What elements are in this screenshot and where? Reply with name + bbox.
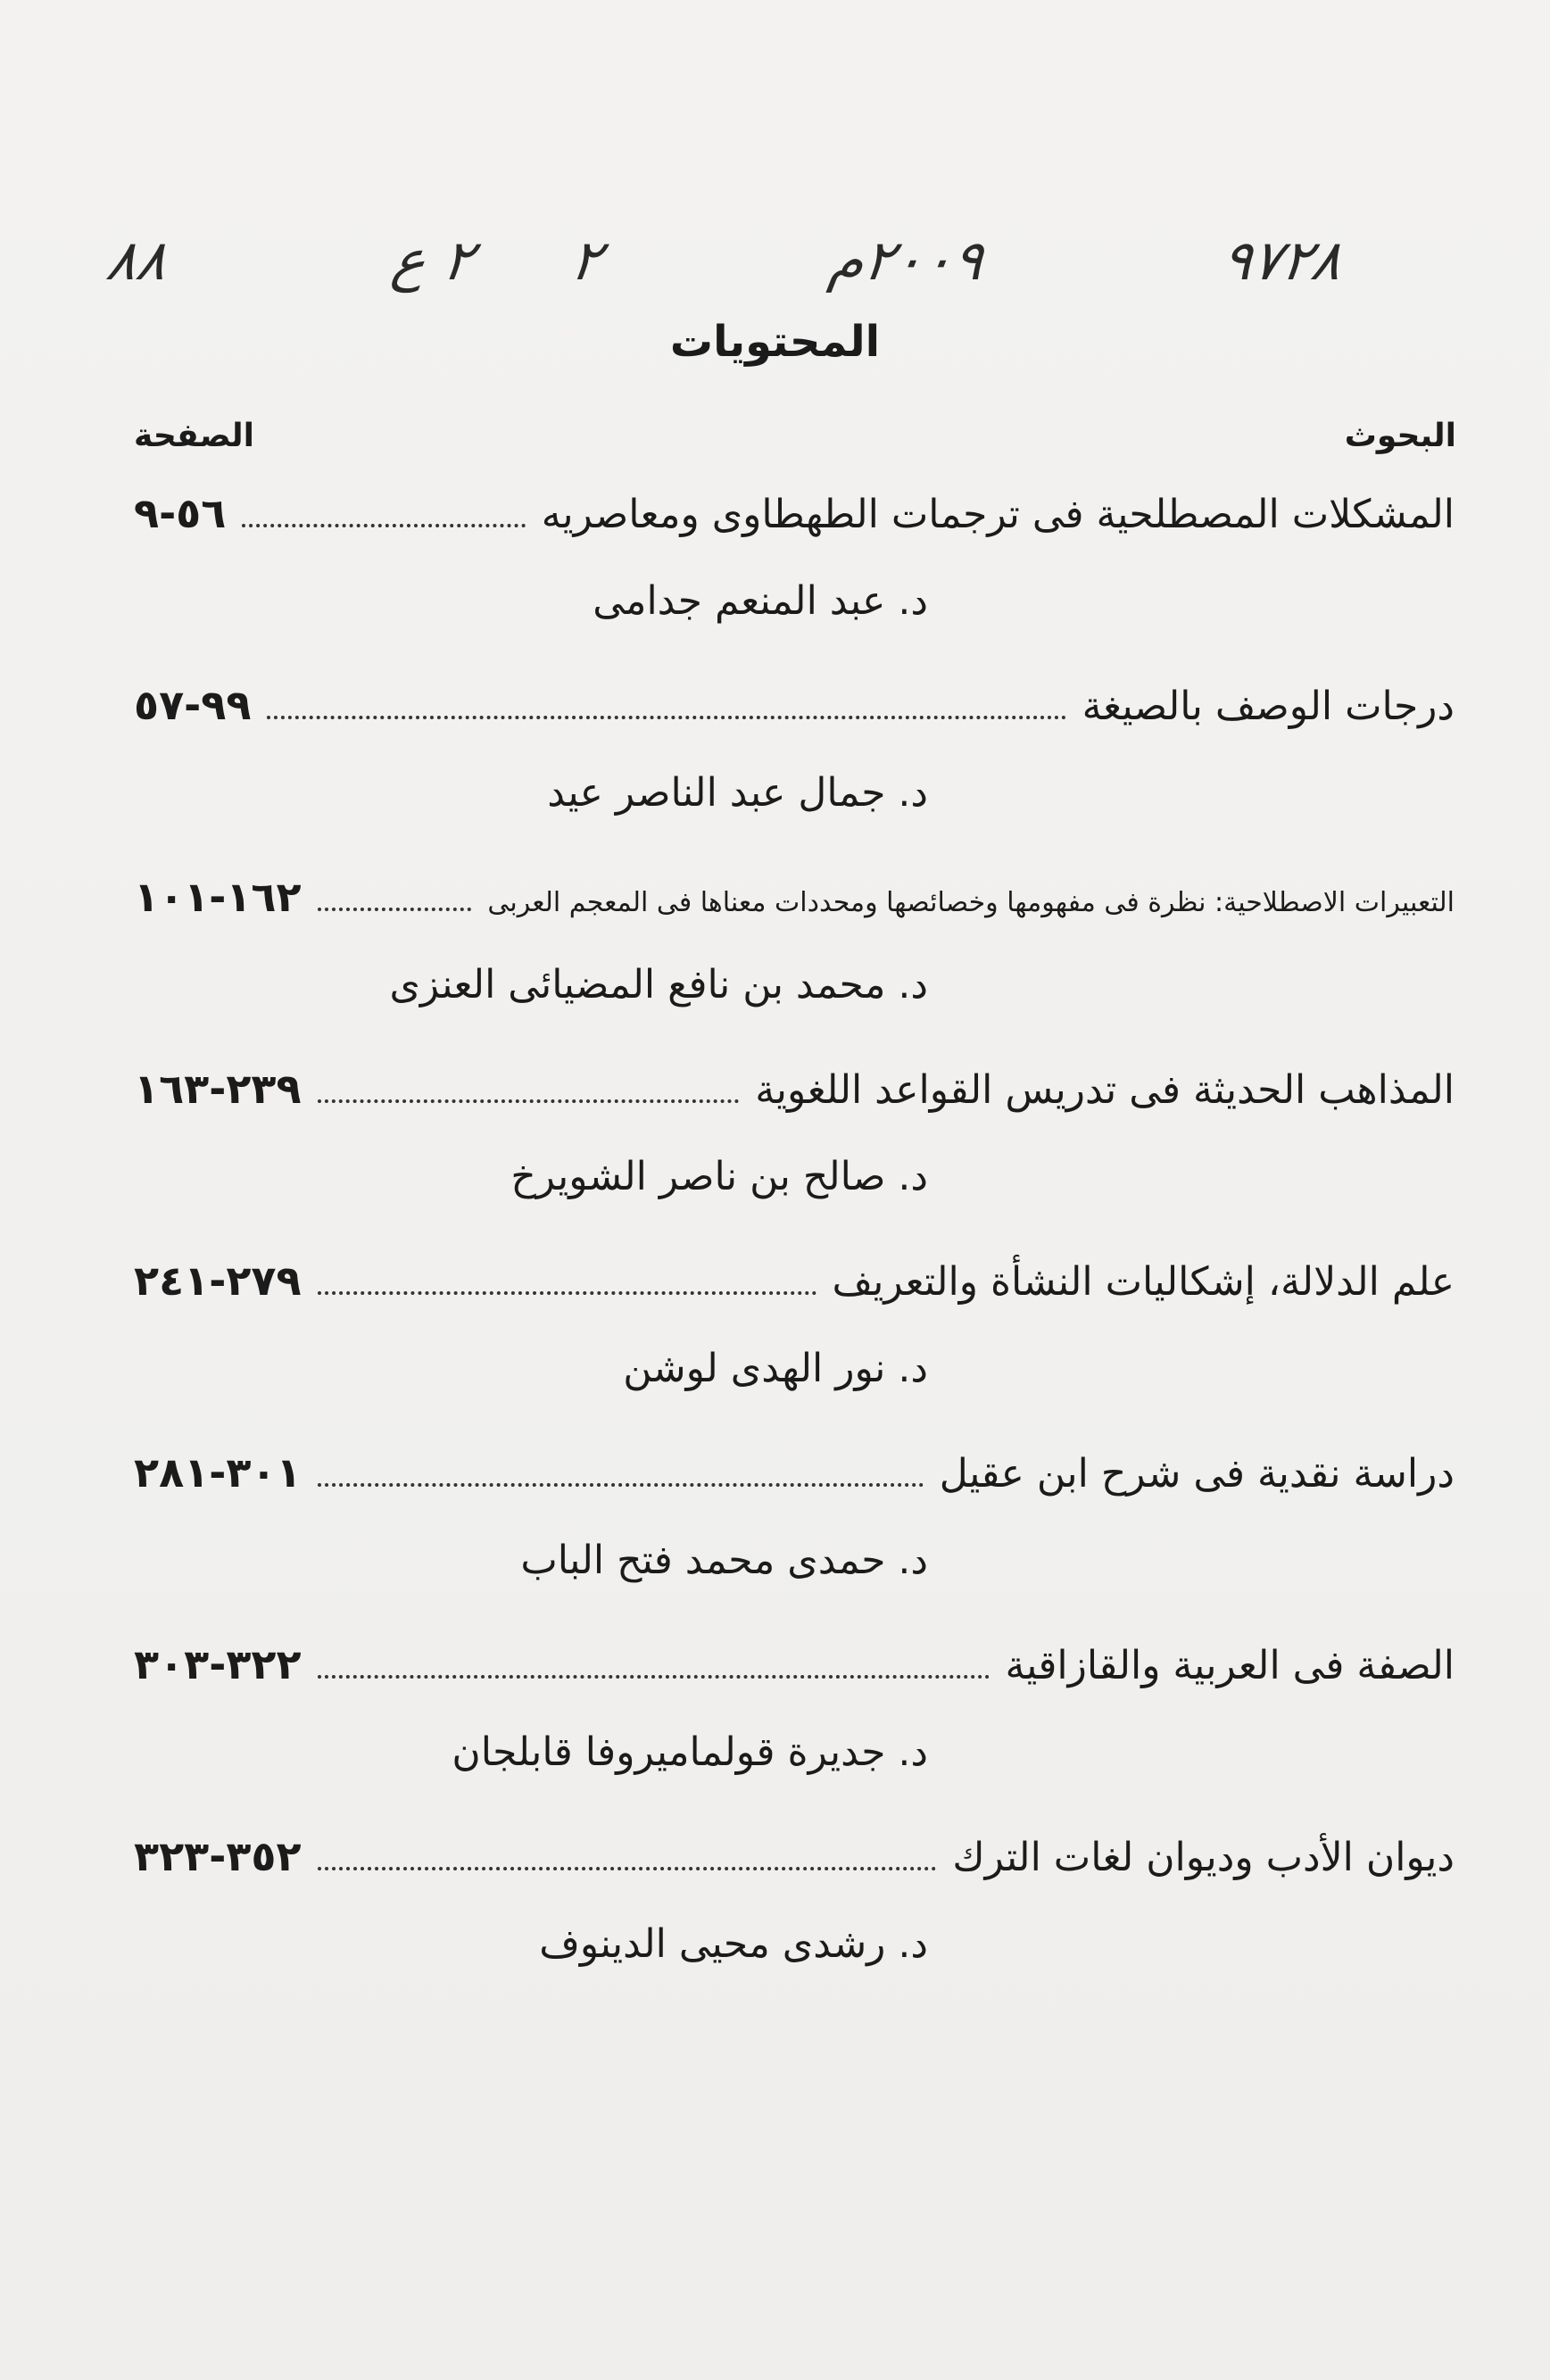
dot-leader [267, 716, 1065, 719]
entry-title: التعبيرات الاصطلاحية: نظرة فى مفهومها وخصائصها ومحددات معناها فى المعجم العربى [487, 887, 1455, 918]
dot-leader [318, 1291, 816, 1295]
entry-author: د. جديرة قولماميروفا قابلجان [452, 1729, 928, 1775]
toc-entry [134, 873, 1455, 1065]
page-title: المحتويات [669, 317, 881, 367]
entry-author: د. جمال عبد الناصر عيد [547, 770, 928, 816]
entry-author: د. نور الهدى لوشن [623, 1346, 928, 1391]
handwritten-note: ٢ [566, 228, 606, 293]
handwritten-note: ٢ ع [387, 228, 478, 293]
entry-title: درجات الوصف بالصيغة [1082, 684, 1455, 729]
entry-pages: ٢٧٩-٢٤١ [134, 1256, 302, 1305]
dot-leader [318, 1675, 990, 1679]
entry-title: الصفة فى العربية والقازاقية [1005, 1643, 1455, 1688]
toc-entry [134, 681, 1455, 873]
entry-author: د. حمدى محمد فتح الباب [520, 1538, 928, 1583]
dot-leader [242, 524, 525, 527]
research-column-header: البحوث [1344, 418, 1456, 454]
toc-entry [134, 1640, 1455, 1832]
entry-author: د. رشدى محيى الدينوف [539, 1921, 928, 1967]
toc-entry [134, 1065, 1455, 1256]
entry-pages: ٩٩-٥٧ [134, 681, 252, 729]
entry-pages: ١٦٢-١٠١ [134, 873, 302, 921]
entry-title: المشكلات المصطلحية فى ترجمات الطهطاوى ومعاصريه [541, 492, 1455, 537]
entry-title: علم الدلالة، إشكاليات النشأة والتعريف [832, 1259, 1455, 1305]
handwritten-annotations [0, 228, 1550, 326]
toc-entry [134, 1448, 1455, 1640]
entry-author: د. محمد بن نافع المضيائى العنزى [389, 962, 928, 1008]
toc-entry [134, 1256, 1455, 1448]
handwritten-note: ٨٨ [102, 228, 171, 293]
toc-entry [134, 1832, 1455, 2024]
entry-pages: ٣٢٢-٣٠٣ [134, 1640, 302, 1688]
entry-pages: ٣٥٢-٣٢٣ [134, 1832, 302, 1880]
dot-leader [318, 1867, 937, 1870]
entry-pages: ٢٣٩-١٦٣ [134, 1065, 302, 1113]
pages-column-header: الصفحة [134, 418, 255, 454]
table-of-contents [134, 489, 1455, 2024]
entry-pages: ٥٦-٩ [134, 489, 227, 537]
dot-leader [318, 1483, 924, 1487]
entry-title: المذاهب الحديثة فى تدريس القواعد اللغوية [755, 1067, 1455, 1113]
toc-entry [134, 489, 1455, 681]
entry-author: د. صالح بن ناصر الشويرخ [510, 1154, 928, 1199]
handwritten-note: ٢٠٠٩م [825, 228, 988, 293]
handwritten-note: ٩٧٢٨ [1217, 228, 1347, 293]
entry-title: دراسة نقدية فى شرح ابن عقيل [939, 1451, 1455, 1497]
dot-leader [318, 908, 472, 911]
entry-title: ديوان الأدب وديوان لغات الترك [952, 1835, 1455, 1880]
dot-leader [318, 1099, 740, 1103]
entry-pages: ٣٠١-٢٨١ [134, 1448, 302, 1497]
entry-author: د. عبد المنعم جدامى [593, 578, 928, 624]
